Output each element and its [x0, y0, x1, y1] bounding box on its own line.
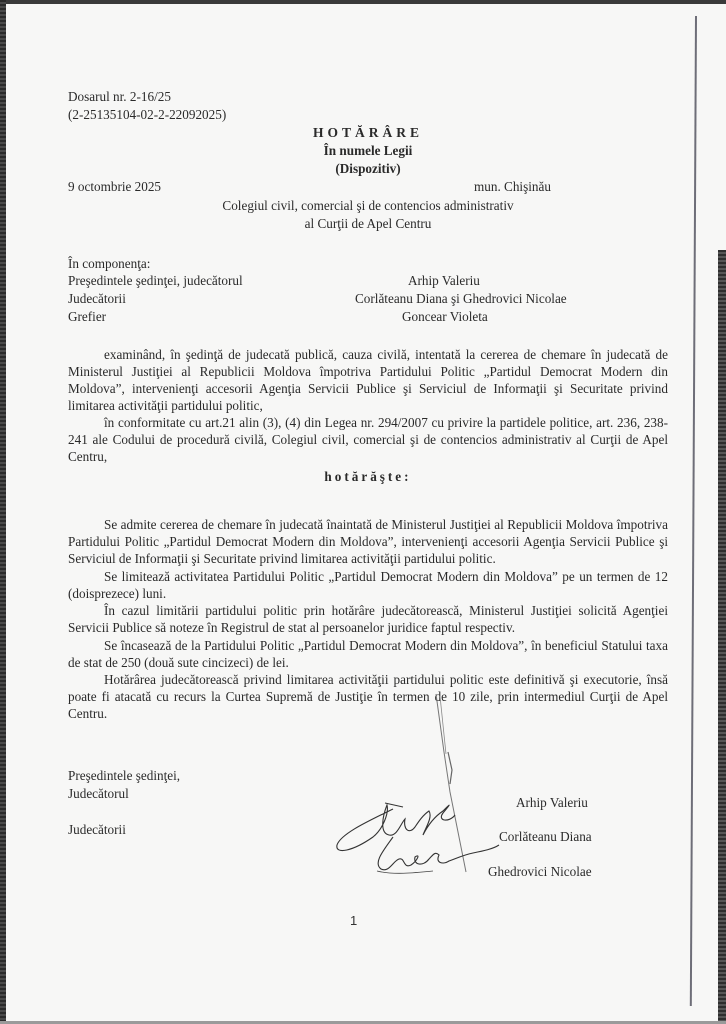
scan-edge-top — [0, 0, 726, 4]
legal-basis-paragraph: în conformitate cu art.21 alin (3), (4) din Legea nr. 294/2007 cu privire la partidele politice, art. 236, 238-241 ale Codului de procedură civilă, Colegiul civil, comercial şi de contencios administrativ al Curţii de Apel Centru, — [68, 415, 668, 464]
document-title: HOTĂRÂRE — [312, 125, 423, 140]
scan-edge-left — [0, 0, 6, 1024]
president-label-judge: Judecătorul — [68, 786, 129, 801]
case-number: Dosarul nr. 2-16/25 — [68, 89, 171, 104]
decision-location: mun. Chişinău — [474, 179, 551, 194]
composition-role: Preşedintele şedinţei, judecătorul — [68, 273, 243, 288]
intro-paragraph: examinând, în şedinţă de judecată publică, cauza civilă, intentată la cererea de chemare în judecată de Ministerul Justiţiei al Republicii Moldova împotriva Partidului Politic „Partidul Democrat Modern din Moldova”, intervenienţi accesorii Agenţia Servicii Publice şi Serviciul de Informaţii şi Securitate privind limitarea activităţii partidului politic, — [68, 347, 668, 413]
decision-item: Se limitează activitatea Partidului Politic „Partidul Democrat Modern din Moldova” pe un termen de 12 (doisprezece) luni. — [68, 569, 668, 601]
decision-date: 9 octombrie 2025 — [68, 179, 162, 194]
signatory-name: Ghedrovici Nicolae — [488, 864, 592, 879]
signature-judge-ghedrovici — [363, 833, 503, 888]
president-label: Preşedintele şedinţei, — [68, 768, 181, 783]
composition-heading: În componenţa: — [68, 256, 151, 271]
signatory-name: Corlăteanu Diana — [499, 829, 592, 844]
court-name-line1: Colegiul civil, comercial şi de contencios administrativ — [222, 198, 514, 213]
decision-item: Se admite cererea de chemare în judecată înaintată de Ministerul Justiţiei al Republicii Moldova împotriva Partidului Politic „Partidul Democrat Modern din Moldova”, intervenienţi accesorii Agenţia Servicii Publice şi Serviciul de Informaţii şi Securitate privind limitarea activităţii partidului politic. — [68, 517, 668, 566]
composition-role: Grefier — [68, 309, 107, 324]
document-type: (Dispozitiv) — [335, 161, 401, 176]
decision-item: În cazul limitării partidului politic prin hotărâre judecătorească, Ministerul Justiţiei solicită Agenţiei Servicii Publice să noteze în Registrul de stat al persoanelor juridice faptul respectiv. — [68, 603, 668, 635]
composition-name: Corlăteanu Diana şi Ghedrovici Nicolae — [355, 291, 567, 306]
composition-name: Arhip Valeriu — [408, 273, 480, 288]
judges-label: Judecătorii — [68, 822, 126, 837]
scan-edge-right — [718, 250, 726, 1024]
composition-name: Goncear Violeta — [402, 309, 488, 324]
decides-heading: hotărăşte: — [324, 469, 412, 484]
page-margin-line — [690, 16, 697, 1006]
decision-item: Se încasează de la Partidului Politic „Partidul Democrat Modern din Moldova”, în beneficiul Statului taxa de stat de 250 (două sute cincizeci) de lei. — [68, 638, 668, 670]
decision-item: Hotărârea judecătorească privind limitarea activităţii partidului politic este definitivă şi executorie, însă poate fi atacată cu recurs la Curtea Supremă de Justiţie în termen de 10 zile, prin intermediul Curţii de Apel Centru. — [68, 672, 668, 721]
document-subtitle: În numele Legii — [323, 143, 413, 158]
signatory-name: Arhip Valeriu — [516, 795, 588, 810]
court-name-line2: al Curţii de Apel Centru — [304, 216, 432, 231]
case-id: (2-25135104-02-2-22092025) — [68, 107, 227, 122]
page-number: 1 — [350, 913, 358, 928]
composition-role: Judecătorii — [68, 291, 126, 306]
